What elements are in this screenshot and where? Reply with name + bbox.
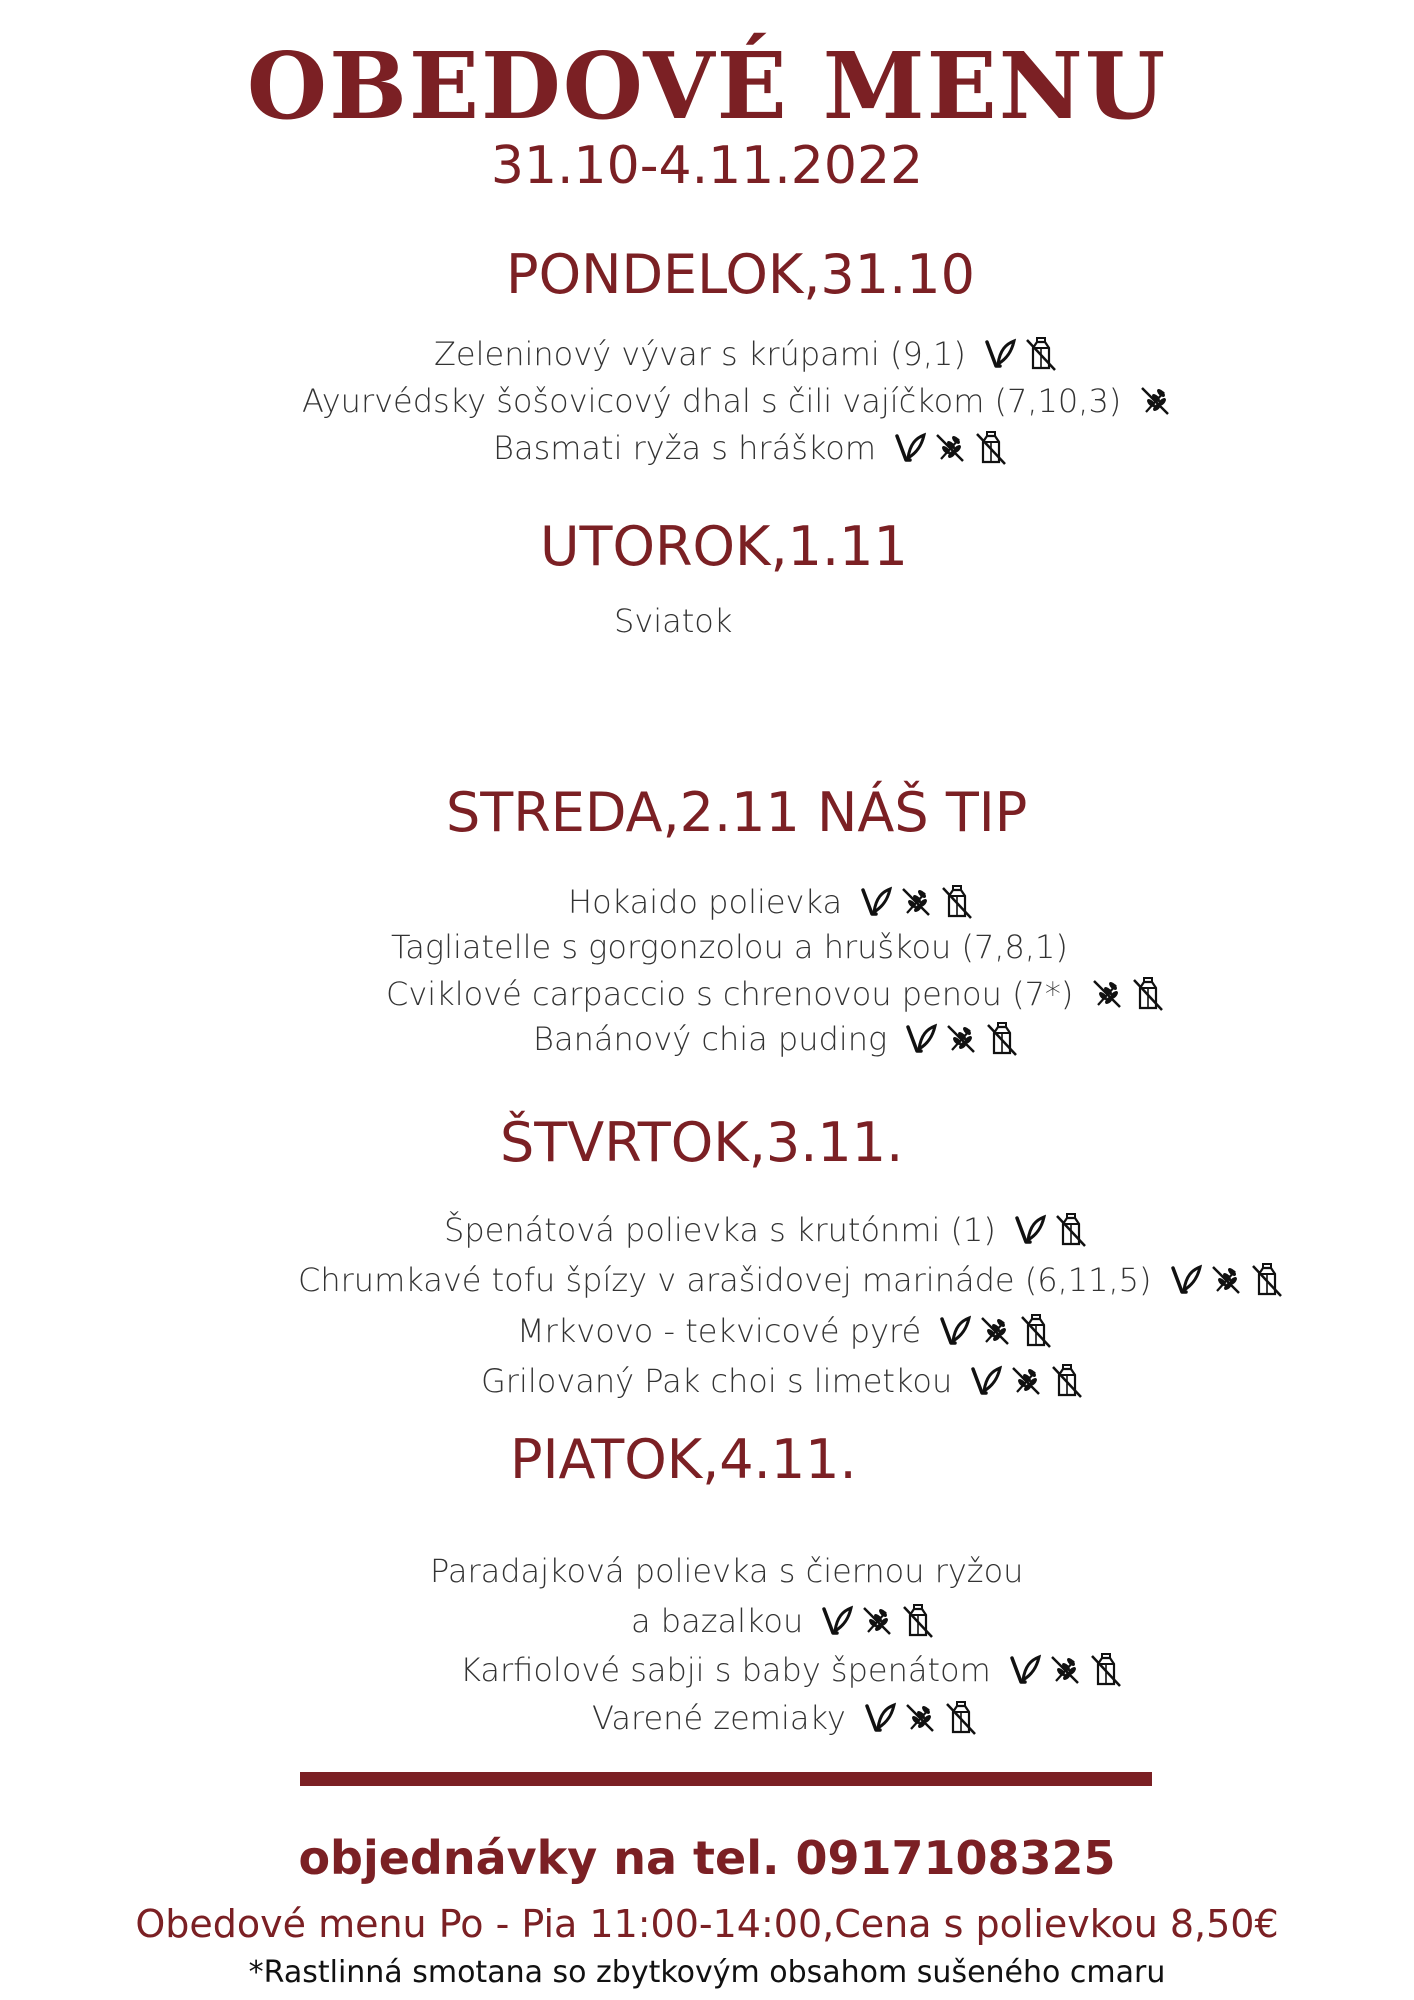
menu-item (517, 1313, 1053, 1349)
gluten-free-icon (902, 1700, 938, 1736)
menu-title: OBEDOVÉ MENU (246, 32, 1168, 140)
menu-item-text: Varené zemiaky (592, 1699, 846, 1737)
lactose-free-icon (1052, 1212, 1088, 1248)
day-heading-monday: PONDELOK,31.10 (506, 243, 975, 306)
menu-item-text: Špenátová polievka s krutónmi (1) (444, 1211, 996, 1249)
day-heading-tuesday: UTOROK,1.11 (540, 515, 908, 578)
gluten-free-icon (1137, 383, 1173, 419)
lactose-free-icon (1087, 1652, 1123, 1688)
lactose-free-icon (942, 1700, 978, 1736)
day-heading-thursday: ŠTVRTOK,3.11. (500, 1111, 904, 1174)
menu-item (298, 1262, 1284, 1298)
gluten-free-icon (943, 1021, 979, 1057)
vegan-icon (862, 1700, 898, 1736)
lactose-free-icon (1129, 976, 1165, 1012)
lactose-free-icon (938, 884, 974, 920)
menu-item-text: Cviklové carpaccio s chrenovou penou (7*) (386, 975, 1074, 1013)
lactose-free-icon (1048, 1363, 1084, 1399)
menu-item-text: Chrumkavé tofu špízy v arašidovej marináde (6,11,5) (298, 1261, 1152, 1299)
lactose-free-icon (899, 1603, 935, 1639)
menu-item (493, 430, 1008, 466)
vegan-icon (1007, 1652, 1043, 1688)
menu-item-text: Ayurvédsky šošovicový dhal s čili vajíčkom (7,10,3) (302, 382, 1122, 420)
vegan-icon (819, 1603, 855, 1639)
menu-item-text: Mrkvovo - tekvicové pyré (517, 1312, 922, 1350)
gluten-free-icon (859, 1603, 895, 1639)
menu-item (533, 1021, 1019, 1057)
menu-item (631, 1603, 935, 1639)
vegan-icon (892, 430, 928, 466)
vegan-icon (903, 1021, 939, 1057)
lactose-free-icon (972, 430, 1008, 466)
divider (300, 1772, 1152, 1786)
lactose-free-icon (1022, 336, 1058, 372)
footnote: *Rastlinná smotana so zbytkovým obsahom sušeného cmaru (248, 1955, 1166, 1990)
menu-item-text: Zeleninový vývar s krúpami (9,1) (434, 335, 966, 373)
gluten-free-icon (1047, 1652, 1083, 1688)
menu-item (460, 1652, 1123, 1688)
menu-dates: 31.10-4.11.2022 (490, 136, 924, 196)
menu-item-text: Paradajková polievka s čiernou ryžou (430, 1552, 1024, 1590)
menu-item-text: Tagliatelle s gorgonzolou a hruškou (7,8,1) (391, 928, 1068, 966)
vegan-icon (1012, 1212, 1048, 1248)
menu-item (434, 336, 1058, 372)
menu-hours-price: Obedové menu Po - Pia 11:00-14:00,Cena s polievkou 8,50€ (135, 1902, 1279, 1946)
day-heading-wednesday: STREDA,2.11 NÁŠ TIP (446, 781, 1028, 844)
menu-item-text: Banánový chia puding (533, 1020, 888, 1058)
menu-item (481, 1363, 1084, 1399)
menu-item (386, 976, 1165, 1012)
vegan-icon (982, 336, 1018, 372)
menu-item-text: Grilovaný Pak choi s limetkou (481, 1362, 953, 1400)
menu-item-text: Sviatok (614, 602, 733, 640)
vegan-icon (937, 1313, 973, 1349)
order-phone: objednávky na tel. 0917108325 (298, 1831, 1116, 1885)
menu-item-text: a bazalkou (631, 1602, 804, 1640)
menu-item-text: Hokaido polievka (568, 883, 843, 921)
menu-item (302, 383, 1173, 419)
gluten-free-icon (1208, 1262, 1244, 1298)
menu-item (391, 928, 1068, 966)
gluten-free-icon (1089, 976, 1125, 1012)
menu-item (592, 1700, 978, 1736)
vegan-icon (1168, 1262, 1204, 1298)
menu-item (568, 884, 974, 920)
gluten-free-icon (977, 1313, 1013, 1349)
gluten-free-icon (1008, 1363, 1044, 1399)
lactose-free-icon (983, 1021, 1019, 1057)
menu-item (430, 1552, 1024, 1590)
vegan-icon (968, 1363, 1004, 1399)
menu-item-text: Karfiolové sabji s baby špenátom (460, 1651, 991, 1689)
menu-item (444, 1212, 1088, 1248)
menu-item-text: Basmati ryža s hráškom (493, 429, 876, 467)
gluten-free-icon (932, 430, 968, 466)
gluten-free-icon (898, 884, 934, 920)
menu-item (614, 602, 733, 640)
vegan-icon (858, 884, 894, 920)
lactose-free-icon (1017, 1313, 1053, 1349)
lactose-free-icon (1248, 1262, 1284, 1298)
day-heading-friday: PIATOK,4.11. (510, 1428, 857, 1491)
